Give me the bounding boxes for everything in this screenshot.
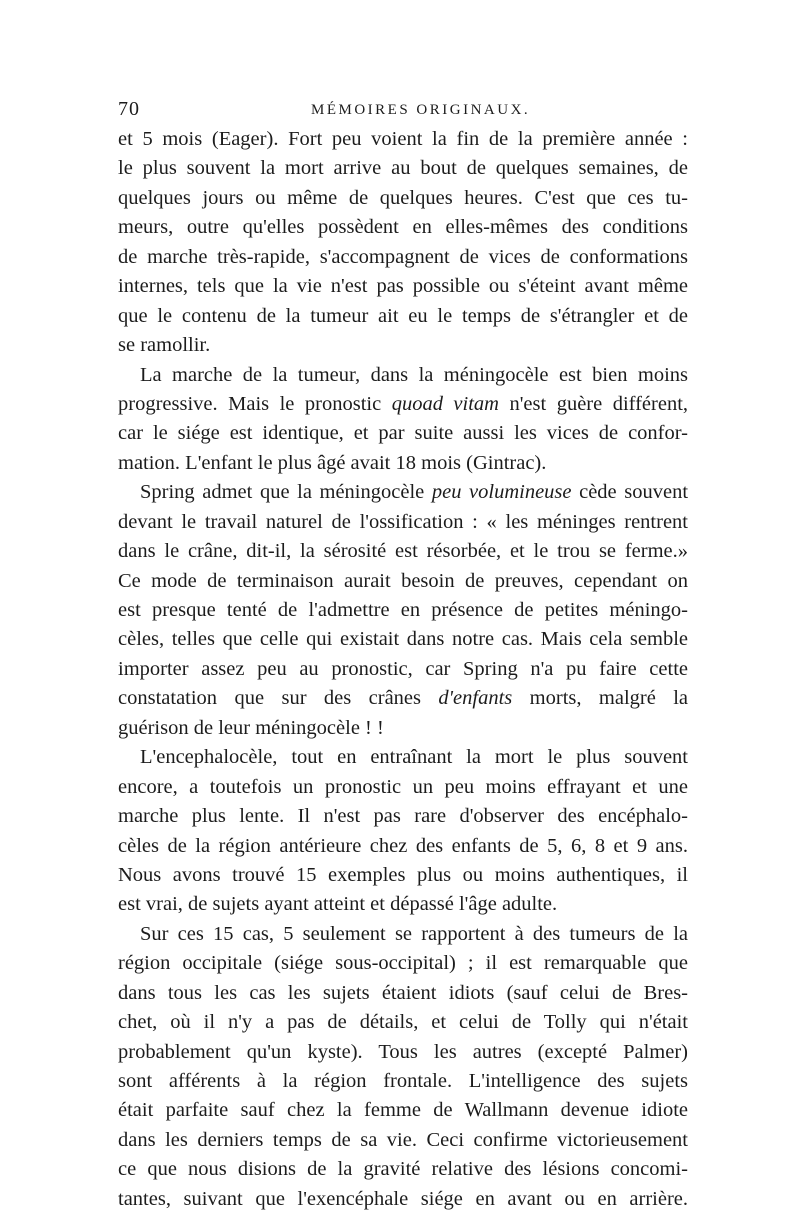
text-line: est vrai, de sujets ayant atteint et dépassé l'âge adulte. [118,893,558,916]
text-line: mation. L'enfant le plus âgé avait 18 mois (Gintrac). [118,451,547,474]
line-text: cède souvent [579,481,688,504]
running-title: MÉMOIRES ORIGINAUX. [311,102,531,118]
text-line: importer assez peu au pronostic, car Spring n'a pu faire cette [118,657,688,680]
text-line: quelques jours ou même de quelques heures. C'est que ces tu- [118,186,688,209]
text-line: dans le crâne, dit-il, la sérosité est résorbée, et le trou se ferme.» [118,540,688,563]
text-line: meurs, outre qu'elles possèdent en elles-mêmes des conditions [118,216,688,239]
text-line: dans tous les cas les sujets étaient idiots (sauf celui de Bres- [118,981,688,1004]
text-line: était parfaite sauf chez la femme de Wallmann devenue idiote [118,1099,688,1122]
text-line: tantes, suivant que l'exencéphale siége en avant ou en arrière. [118,1187,688,1210]
text-line: dans les derniers temps de sa vie. Ceci confirme victorieusement [118,1128,688,1151]
line-text: Spring admet que la méningocèle [140,481,425,504]
text-line: internes, tels que la vie n'est pas possible ou s'éteint avant même [118,275,688,298]
text-line: région occipitale (siége sous-occipital) ; il est remarquable que [118,952,688,975]
text-line: de marche très-rapide, s'accompagnent de vices de conformations [118,245,688,268]
text-line: devant le travail naturel de l'ossification : « les méninges rentrent [118,510,688,533]
text-line: La marche de la tumeur, dans la méningocèle est bien moins [140,363,688,386]
italic-phrase: quoad vitam [391,392,499,415]
text-line [118,684,688,713]
body-text [118,125,688,1214]
text-line [118,390,688,419]
text-line: marche plus lente. Il n'est pas rare d'observer des encéphalo- [118,805,688,828]
text-line: car le siége est identique, et par suite aussi les vices de confor- [118,422,688,445]
text-line: Nous avons trouvé 15 exemples plus ou moins authentiques, il [118,863,688,886]
line-text: n'est guère différent, [509,392,688,415]
text-line: sont afférents à la région frontale. L'intelligence des sujets [118,1070,688,1092]
text-line: et 5 mois (Eager). Fort peu voient la fin de la première année : [118,128,688,150]
text-line: L'encephalocèle, tout en entraînant la mort le plus souvent [140,746,688,769]
line-text: progressive. Mais le pronostic [118,392,382,415]
text-line: Ce mode de terminaison aurait besoin de preuves, cependant on [118,569,688,592]
text-line [118,478,688,507]
line-text: constatation que sur des crânes [118,687,421,710]
text-line: est presque tenté de l'admettre en présence de petites méningo- [118,599,688,621]
text-line: encore, a toutefois un pronostic un peu moins effrayant et une [118,775,688,798]
running-head [118,98,688,122]
text-line: que le contenu de la tumeur ait eu le temps de s'étrangler et de [118,304,688,327]
text-line: le plus souvent la mort arrive au bout de quelques semaines, de [118,157,688,180]
text-line: cèles de la région antérieure chez des enfants de 5, 6, 8 et 9 ans. [118,834,688,857]
italic-phrase: peu volumineuse [431,481,572,504]
line-text: morts, malgré la [529,687,688,710]
text-line: ce que nous disions de la gravité relative des lésions concomi- [118,1158,688,1181]
page-number: 70 [118,98,140,120]
text-line: Sur ces 15 cas, 5 seulement se rapportent à des tumeurs de la [140,922,688,945]
text-line: cèles, telles que celle qui existait dans notre cas. Mais cela semble [118,628,688,651]
italic-phrase: d'enfants [438,687,513,710]
text-line: chet, où il n'y a pas de détails, et celui de Tolly qui n'était [118,1011,688,1034]
text-line: probablement qu'un kyste). Tous les autres (excepté Palmer) [118,1040,688,1063]
text-line: se ramollir. [118,334,211,357]
text-line: guérison de leur méningocèle ! ! [118,716,384,739]
